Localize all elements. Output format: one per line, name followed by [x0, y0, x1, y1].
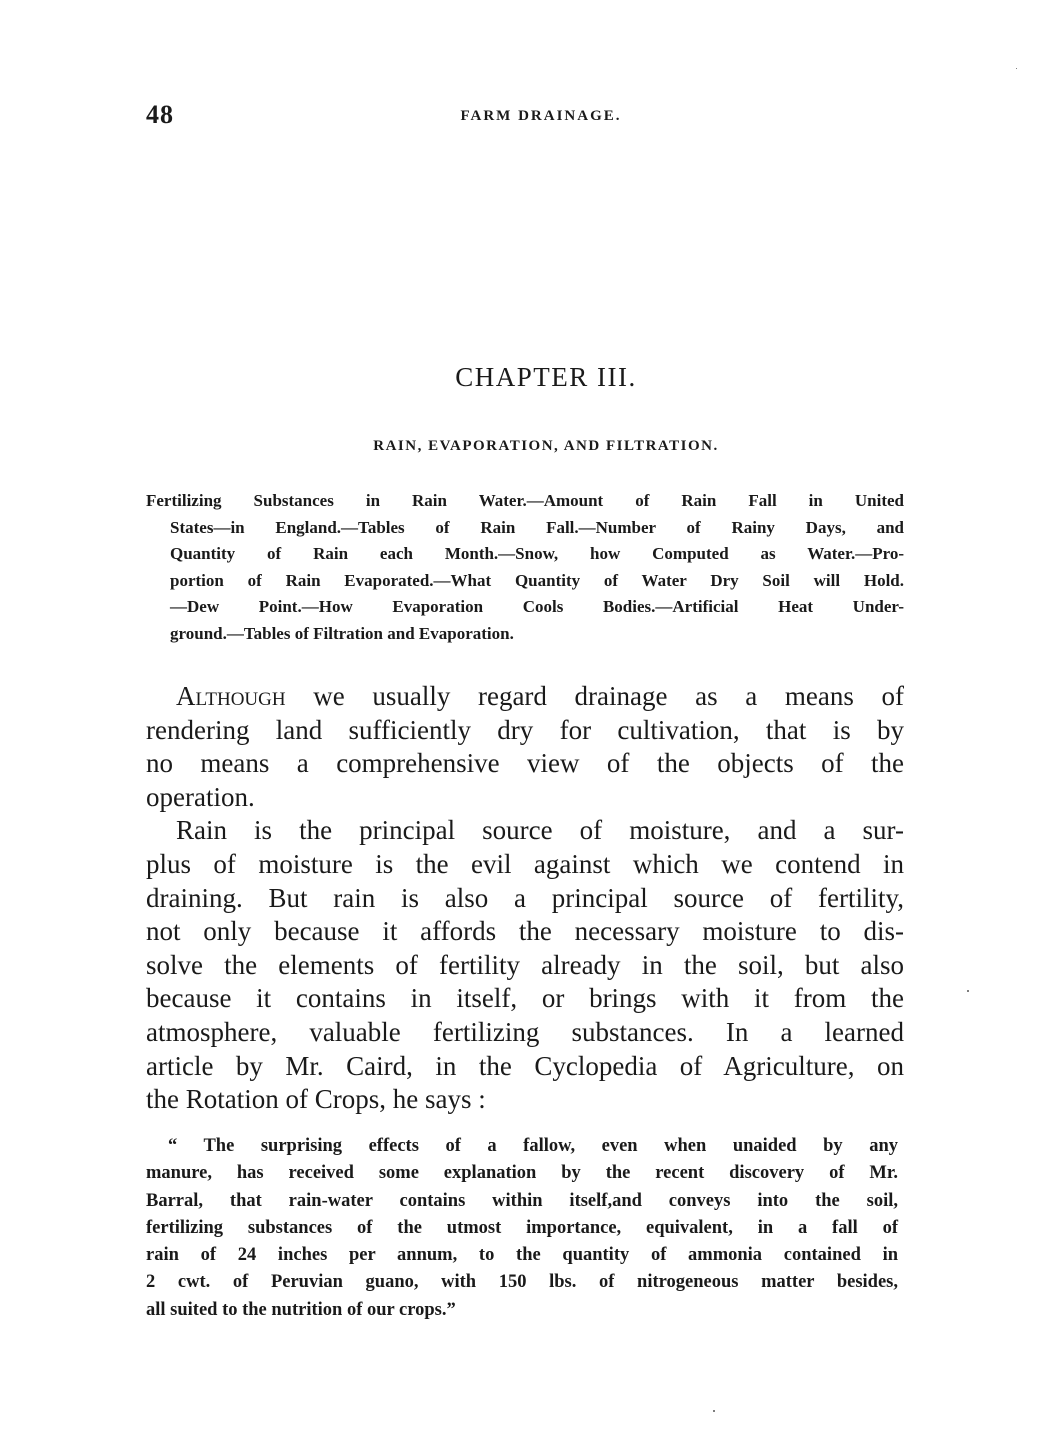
body-line: draining. But rain is also a principal source of fertility,: [146, 882, 904, 913]
quote-line: fertilizing substances of the utmost importance, equivalent, in a fall of: [146, 1217, 898, 1238]
page-number: 48: [146, 100, 174, 129]
synopsis-line: Quantity of Rain each Month.—Snow, how Computed as Water.—Pro-: [170, 544, 904, 563]
paper-speck: [713, 1410, 715, 1412]
paper-speck: [1016, 68, 1017, 69]
body-text: [146, 680, 904, 1117]
synopsis-line: Fertilizing Substances in Rain Water.—Amount of Rain Fall in United: [146, 491, 904, 510]
chapter-subtitle: RAIN, EVAPORATION, AND FILTRATION.: [373, 438, 719, 454]
quote-line: manure, has received some explanation by the recent discovery of Mr.: [146, 1163, 898, 1184]
body-line: rendering land sufficiently dry for cultivation, that is by: [146, 714, 904, 745]
body-line: Rain is the principal source of moisture, and a sur-: [176, 815, 904, 846]
synopsis-line: ground.—Tables of Filtration and Evaporation.: [170, 623, 514, 643]
chapter-synopsis: [146, 488, 904, 647]
body-line-rest: we usually regard drainage as a means of: [285, 681, 904, 711]
drop-lead-word: Although: [176, 681, 286, 711]
paragraph-first-line: [146, 680, 904, 714]
running-title: FARM DRAINAGE.: [460, 108, 622, 124]
body-line: atmosphere, valuable fertilizing substances. In a learned: [146, 1016, 904, 1047]
quote-line: all suited to the nutrition of our crops.”: [146, 1299, 456, 1320]
chapter-title: CHAPTER III.: [455, 362, 637, 392]
quote-line: “ The surprising effects of a fallow, even when unaided by any: [168, 1136, 898, 1156]
body-line: plus of moisture is the evil against which we contend in: [146, 848, 904, 879]
body-line: operation.: [146, 781, 255, 812]
body-line: because it contains in itself, or brings with it from the: [146, 983, 904, 1014]
synopsis-line: States—in England.—Tables of Rain Fall.—Number of Rainy Days, and: [170, 517, 904, 537]
quote-line: Barral, that rain-water contains within itself,and conveys into the soil,: [146, 1190, 898, 1211]
quote-line: rain of 24 inches per annum, to the quantity of ammonia contained in: [146, 1245, 898, 1266]
body-line: not only because it affords the necessary moisture to dis-: [146, 916, 904, 947]
synopsis-line: portion of Rain Evaporated.—What Quantity of Water Dry Soil will Hold.: [170, 570, 904, 590]
body-line: article by Mr. Caird, in the Cyclopedia of Agriculture, on: [146, 1050, 904, 1081]
body-line: no means a comprehensive view of the objects of the: [146, 748, 904, 779]
body-line: the Rotation of Crops, he says :: [146, 1084, 486, 1115]
body-line: solve the elements of fertility already in the soil, but also: [146, 949, 904, 980]
quote-line: 2 cwt. of Peruvian guano, with 150 lbs. of nitrogeneous matter besides,: [146, 1272, 898, 1293]
paper-speck: [967, 990, 969, 992]
block-quote: [146, 1133, 898, 1324]
synopsis-line: —Dew Point.—How Evaporation Cools Bodies.—Artificial Heat Under-: [170, 597, 904, 616]
